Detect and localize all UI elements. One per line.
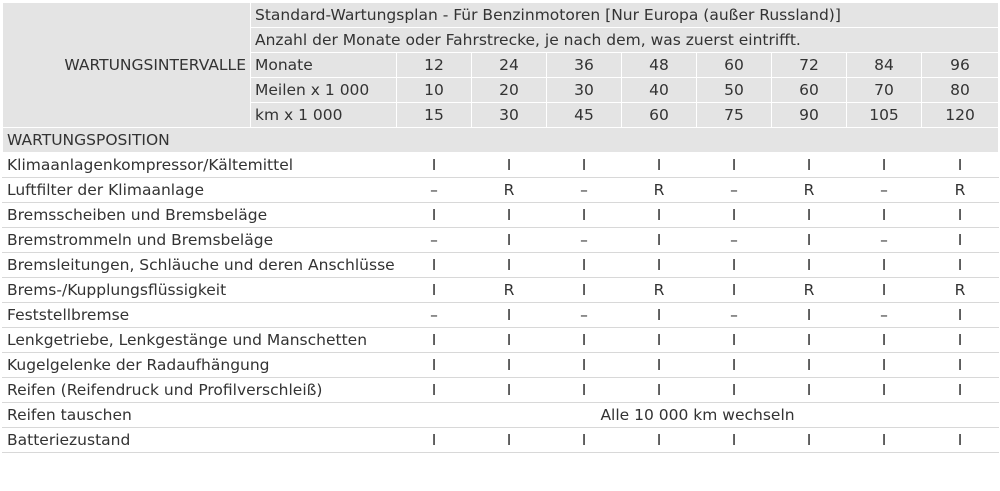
interval-value: 60 <box>772 78 847 103</box>
item-value: I <box>622 328 697 353</box>
item-value: I <box>622 378 697 403</box>
interval-row-label: Monate <box>251 53 397 78</box>
table-row <box>3 178 999 203</box>
interval-value: 30 <box>472 103 547 128</box>
interval-value: 24 <box>472 53 547 78</box>
interval-value: 84 <box>847 53 922 78</box>
item-value: I <box>922 303 999 328</box>
interval-value: 60 <box>622 103 697 128</box>
item-value: R <box>772 178 847 203</box>
interval-value: 90 <box>772 103 847 128</box>
interval-value: 50 <box>697 78 772 103</box>
item-value: I <box>697 278 772 303</box>
item-value: I <box>697 203 772 228</box>
item-value: I <box>547 378 622 403</box>
interval-value: 40 <box>622 78 697 103</box>
item-value: I <box>922 328 999 353</box>
section-row <box>3 128 999 153</box>
item-value: I <box>547 428 622 453</box>
item-value: I <box>472 328 547 353</box>
section-label: WARTUNGSPOSITION <box>3 128 999 153</box>
item-value: – <box>697 178 772 203</box>
item-value: I <box>847 328 922 353</box>
item-value: I <box>922 228 999 253</box>
item-value: R <box>772 278 847 303</box>
table-row <box>3 378 999 403</box>
item-value: I <box>772 203 847 228</box>
interval-value: 20 <box>472 78 547 103</box>
item-value: I <box>547 278 622 303</box>
item-value: I <box>397 278 472 303</box>
item-value: I <box>397 153 472 178</box>
item-value: I <box>772 253 847 278</box>
item-value: – <box>547 178 622 203</box>
interval-value: 12 <box>397 53 472 78</box>
item-value: I <box>622 428 697 453</box>
item-value: I <box>697 428 772 453</box>
table-row <box>3 303 999 328</box>
item-value: I <box>547 253 622 278</box>
maintenance-schedule-table <box>2 2 999 453</box>
item-value: I <box>622 203 697 228</box>
item-value: I <box>772 228 847 253</box>
item-value: I <box>547 328 622 353</box>
item-span-note: Alle 10 000 km wechseln <box>397 403 999 428</box>
item-value: I <box>847 253 922 278</box>
item-value: I <box>697 353 772 378</box>
item-value: I <box>622 153 697 178</box>
table-row <box>3 228 999 253</box>
item-value: I <box>472 153 547 178</box>
schedule-title: Standard-Wartungsplan - Für Benzinmotoren [Nur Europa (außer Russland)] <box>251 3 999 28</box>
interval-value: 36 <box>547 53 622 78</box>
item-name: Klimaanlagenkompressor/Kältemittel <box>3 153 397 178</box>
item-value: I <box>847 378 922 403</box>
interval-value: 30 <box>547 78 622 103</box>
item-value: I <box>772 303 847 328</box>
item-value: I <box>472 303 547 328</box>
item-value: I <box>772 353 847 378</box>
item-name: Luftfilter der Klimaanlage <box>3 178 397 203</box>
item-value: I <box>772 328 847 353</box>
item-name: Bremsscheiben und Bremsbeläge <box>3 203 397 228</box>
item-value: I <box>922 378 999 403</box>
item-value: I <box>772 153 847 178</box>
header-title-row <box>3 3 999 28</box>
item-value: R <box>922 278 999 303</box>
item-value: I <box>397 353 472 378</box>
table-row <box>3 328 999 353</box>
item-value: – <box>397 303 472 328</box>
item-value: I <box>922 353 999 378</box>
interval-value: 48 <box>622 53 697 78</box>
item-name: Lenkgetriebe, Lenkgestänge und Manschetten <box>3 328 397 353</box>
interval-value: 120 <box>922 103 999 128</box>
item-value: I <box>922 428 999 453</box>
item-value: I <box>547 203 622 228</box>
item-value: I <box>697 153 772 178</box>
item-value: R <box>622 178 697 203</box>
item-value: – <box>697 303 772 328</box>
item-value: – <box>847 303 922 328</box>
interval-value: 45 <box>547 103 622 128</box>
interval-value: 15 <box>397 103 472 128</box>
item-value: I <box>922 203 999 228</box>
item-value: I <box>547 353 622 378</box>
interval-value: 96 <box>922 53 999 78</box>
item-name: Reifen (Reifendruck und Profilverschleiß) <box>3 378 397 403</box>
table-row <box>3 353 999 378</box>
item-value: I <box>847 153 922 178</box>
interval-value: 105 <box>847 103 922 128</box>
item-value: I <box>397 428 472 453</box>
item-value: – <box>847 178 922 203</box>
item-value: – <box>847 228 922 253</box>
item-name: Batteriezustand <box>3 428 397 453</box>
item-value: I <box>847 353 922 378</box>
item-name: Kugelgelenke der Radaufhängung <box>3 353 397 378</box>
item-name: Brems-/Kupplungsflüssigkeit <box>3 278 397 303</box>
item-value: I <box>472 353 547 378</box>
item-value: I <box>697 378 772 403</box>
item-value: I <box>472 203 547 228</box>
interval-value: 75 <box>697 103 772 128</box>
item-value: I <box>622 353 697 378</box>
item-value: – <box>397 178 472 203</box>
item-value: – <box>397 228 472 253</box>
item-value: I <box>472 228 547 253</box>
item-value: I <box>772 428 847 453</box>
table-row <box>3 278 999 303</box>
table-row <box>3 253 999 278</box>
item-value: I <box>697 328 772 353</box>
item-value: I <box>547 153 622 178</box>
item-value: I <box>397 203 472 228</box>
table-row <box>3 203 999 228</box>
interval-value: 10 <box>397 78 472 103</box>
interval-label-cell: WARTUNGSINTERVALLE <box>3 3 251 128</box>
item-value: I <box>472 253 547 278</box>
item-name: Bremsleitungen, Schläuche und deren Anschlüsse <box>3 253 397 278</box>
item-value: – <box>547 228 622 253</box>
table-row <box>3 153 999 178</box>
item-value: I <box>772 378 847 403</box>
interval-row-label: Meilen x 1 000 <box>251 78 397 103</box>
item-value: I <box>397 328 472 353</box>
table-row <box>3 403 999 428</box>
item-value: I <box>847 428 922 453</box>
item-value: I <box>847 203 922 228</box>
interval-row-label: km x 1 000 <box>251 103 397 128</box>
table-row <box>3 428 999 453</box>
item-value: I <box>622 253 697 278</box>
interval-value: 72 <box>772 53 847 78</box>
interval-value: 60 <box>697 53 772 78</box>
item-value: R <box>622 278 697 303</box>
item-name: Feststellbremse <box>3 303 397 328</box>
item-value: I <box>847 278 922 303</box>
item-value: I <box>622 228 697 253</box>
item-name: Bremstrommeln und Bremsbeläge <box>3 228 397 253</box>
item-name: Reifen tauschen <box>3 403 397 428</box>
item-value: R <box>922 178 999 203</box>
interval-value: 70 <box>847 78 922 103</box>
item-value: I <box>472 378 547 403</box>
item-value: R <box>472 178 547 203</box>
schedule-subtitle: Anzahl der Monate oder Fahrstrecke, je nach dem, was zuerst eintrifft. <box>251 28 999 53</box>
item-value: – <box>547 303 622 328</box>
item-value: I <box>397 378 472 403</box>
item-value: I <box>697 253 772 278</box>
item-value: – <box>697 228 772 253</box>
item-value: I <box>922 153 999 178</box>
item-value: I <box>922 253 999 278</box>
item-value: I <box>397 253 472 278</box>
item-value: R <box>472 278 547 303</box>
interval-value: 80 <box>922 78 999 103</box>
item-value: I <box>472 428 547 453</box>
item-value: I <box>622 303 697 328</box>
